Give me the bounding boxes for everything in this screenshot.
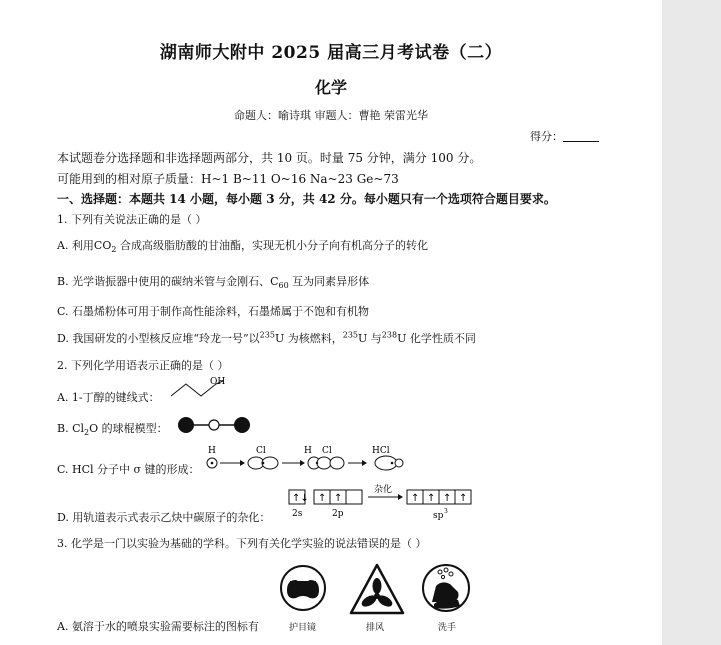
subject-title: 化学 [314,78,347,97]
svg-text:↑: ↑ [334,493,343,504]
svg-text:H: H [208,446,216,456]
svg-text:↑: ↑ [427,493,436,504]
intro-line-1: 本试题卷分选择题和非选择题两部分，共 10 页。时量 75 分钟，满分 100 分。 [57,151,482,165]
intro-line-2: 可能用到的相对原子质量：H~1 B~11 O~16 Na~23 Ge~73 [57,172,399,186]
q1-option-c: C. 石墨烯粉体可用于制作高性能涂料，石墨烯属于不饱和有机物 [57,305,370,318]
goggles-label: 护目镜 [289,623,317,633]
svg-text:2p: 2p [332,509,344,519]
section-heading: 一、选择题：本题共 14 小题，每小题 3 分，共 42 分。每小题只有一个选项符合题目要求。 [57,192,556,206]
svg-text:2s: 2s [292,509,303,519]
cl-atom-ball [234,417,250,433]
svg-text:↑: ↑ [443,493,452,504]
q2-option-c: C. HCl 分子中 σ 键的形成： [57,463,200,476]
svg-text:↑: ↑ [411,493,420,504]
svg-text:↑: ↑ [459,493,468,504]
q1-option-b: B. 光学谐振器中使用的碳纳米管与金刚石、$C_{60}$ 互为同素异形体 [57,275,370,291]
svg-text:↑↓: ↑↓ [292,493,309,504]
q2-option-d: D. 用轨道表示式表示乙炔中碳原子的杂化： [57,511,271,524]
hcl-sigma-bond-diagram [196,443,412,477]
page-title: 湖南师大附中 2025 届高三月考试卷（二） [159,43,503,63]
cl-atom-ball [178,417,194,433]
fan-icon [348,562,406,618]
handwash-icon [420,562,472,618]
q2-option-a: A. 1-丁醇的键线式： [57,391,160,404]
cl2o-ball-stick-model [176,414,252,436]
q1-option-d: D. 我国研发的小型核反应堆“玲龙一号”以$^{235}$U 为核燃料，$^{235}$U 与$^{238}$U 化学性质不同 [57,330,476,345]
butanol-skeletal-formula [168,374,238,402]
svg-text:3: 3 [444,508,448,515]
svg-text:sp: sp [433,511,444,521]
svg-text:↑: ↑ [318,493,327,504]
o-atom-ball [209,420,219,430]
q1-stem: 1. 下列有关说法正确的是（ ） [57,213,207,226]
svg-text:HCl: HCl [372,446,390,456]
score-blank [563,130,599,142]
svg-text:杂化: 杂化 [374,485,393,495]
svg-text:Cl: Cl [256,446,266,456]
goggles-icon [278,562,328,618]
authors-line: 命题人：喻诗琪 审题人：曹艳 荣雷光华 [234,109,428,122]
q2-stem: 2. 下列化学用语表示正确的是（ ） [57,359,229,372]
svg-text:H: H [304,446,312,456]
q1-option-a: A. 利用$CO_2$ 合成高级脂肪酸的甘油酯，实现无机小分子向有机高分子的转化 [57,239,428,255]
oh-label: OH [210,377,226,387]
fan-label: 排风 [366,623,385,633]
score-field [530,128,599,144]
score-label: 得分： [530,130,563,143]
handwash-label: 洗手 [438,623,457,633]
q3-option-a: A. 氨溶于水的喷泉实验需要标注的图标有 [57,620,259,633]
q3-stem: 3. 化学是一门以实验为基础的学科。下列有关化学实验的说法错误的是（ ） [57,537,427,550]
carbon-hybridization-orbitals [286,482,476,524]
q2-option-b: B. $Cl_2O$ 的球棍模型： [57,422,168,438]
svg-text:Cl: Cl [322,446,332,456]
